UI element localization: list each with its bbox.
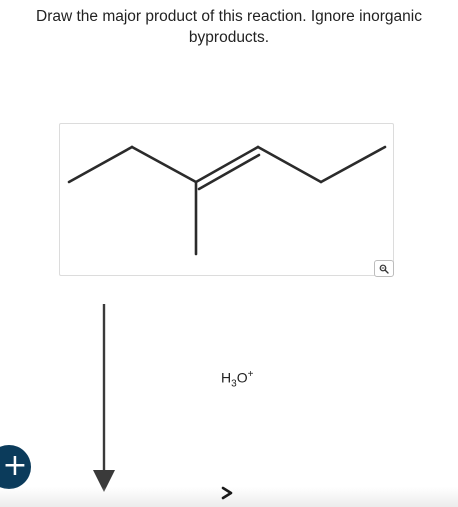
add-button[interactable] bbox=[0, 445, 31, 489]
bond bbox=[321, 147, 385, 182]
reactant-structure-box bbox=[59, 123, 394, 276]
zoom-icon bbox=[379, 264, 389, 274]
bond bbox=[132, 147, 196, 182]
bond bbox=[69, 147, 132, 182]
question-text bbox=[0, 6, 458, 48]
bond bbox=[258, 147, 321, 182]
plus-icon: + bbox=[2, 448, 28, 483]
reaction-arrow bbox=[88, 302, 122, 494]
question-line-2: byproducts. bbox=[188, 29, 270, 46]
reagent-label: $H_3O^+$ bbox=[221, 369, 254, 390]
zoom-button[interactable] bbox=[374, 260, 394, 277]
chevron-icon[interactable] bbox=[218, 485, 238, 501]
reactant-molecule bbox=[60, 124, 395, 277]
double-bond bbox=[199, 155, 259, 189]
question-line-1: Draw the major product of this reaction. Ignore inorganic bbox=[36, 8, 422, 25]
double-bond bbox=[196, 147, 258, 182]
